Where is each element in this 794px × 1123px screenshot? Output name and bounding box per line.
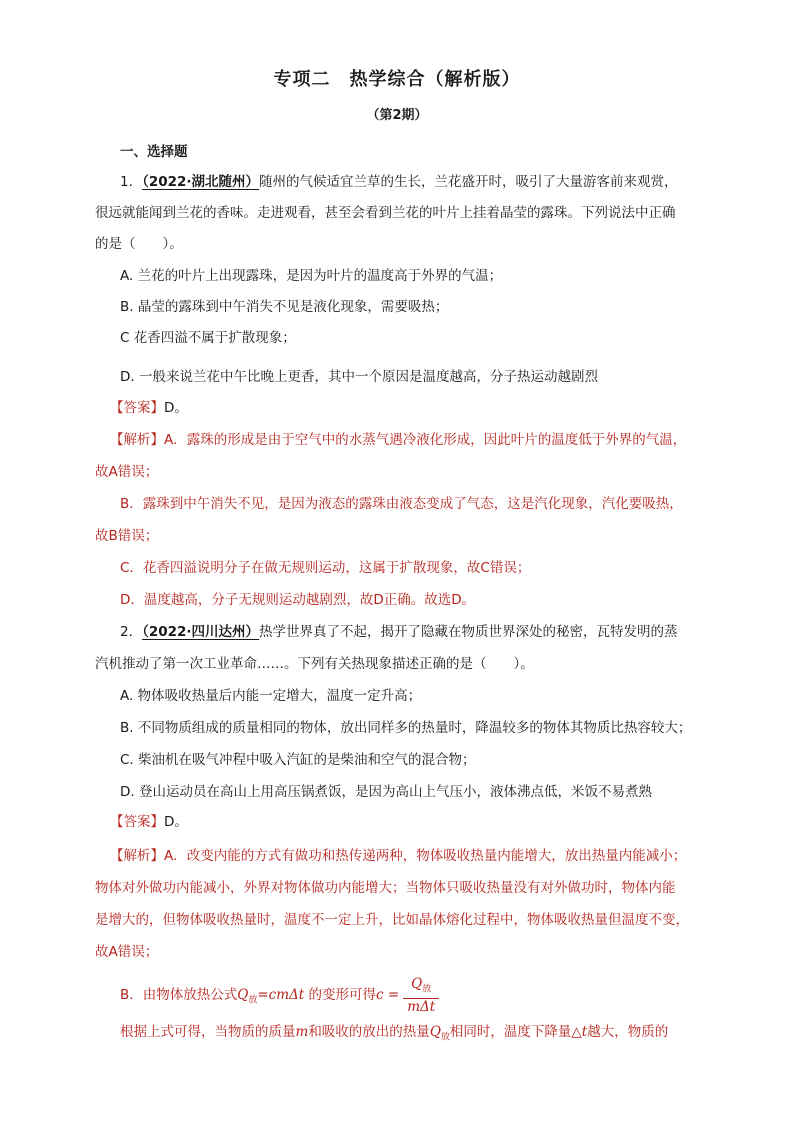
question-source: （2022·四川达州） — [142, 624, 260, 640]
analysis-text: 越大，物质的 — [587, 1024, 669, 1040]
answer-line — [110, 398, 188, 418]
section-heading: 一、选择题 — [120, 144, 188, 160]
answer-label: 【答案】 — [110, 814, 164, 830]
formula-rest: =cmΔt — [257, 986, 305, 1003]
analysis-label: 【解析】 — [110, 432, 164, 448]
numerator-q: Q — [411, 976, 423, 992]
question-1-stem — [120, 172, 678, 192]
option-b: B. 晶莹的露珠到中午消失不见是液化现象，需要吸热； — [120, 299, 449, 315]
question-2-stem — [120, 622, 678, 642]
numerator-subscript: 放 — [422, 984, 432, 995]
analysis-label: 【解析】 — [110, 848, 164, 864]
heat-formula — [237, 986, 305, 1006]
analysis-text: B．露珠到中午消失不见，是因为液态的露珠由液态变成了气态，这是汽化现象，汽化要吸热， — [120, 496, 683, 512]
answer-label: 【答案】 — [110, 400, 164, 416]
analysis-text: 故A错误； — [95, 464, 159, 480]
analysis-line — [110, 846, 686, 866]
analysis-text: 相同时，温度下降量△ — [449, 1024, 582, 1040]
analysis-line — [110, 430, 686, 450]
analysis-text: A．露珠的形成是由于空气中的水蒸气遇冷液化形成，因此叶片的温度低于外界的气温， — [164, 432, 687, 448]
question-number: 1． — [120, 174, 143, 190]
page-title: 专项二 热学综合（解析版） — [273, 69, 521, 90]
option-c: C 花香四溢不属于扩散现象； — [120, 330, 296, 346]
derived-formula — [376, 976, 439, 1015]
question-source: （2022·湖北随州） — [142, 174, 260, 190]
analysis-text: B．由物体放热公式 — [120, 986, 238, 1003]
fraction-denominator: mΔt — [407, 998, 436, 1015]
answer-value: D。 — [164, 400, 188, 416]
analysis-text: A．改变内能的方式有做功和热传递两种，物体吸收热量内能增大，放出热量内能减小； — [164, 848, 687, 864]
question-1-stem-line3: 的是（ ）。 — [95, 236, 183, 252]
issue-label: （第2期） — [366, 108, 428, 123]
analysis-text: 故B错误； — [95, 528, 159, 544]
formula-q: Q — [237, 986, 249, 1003]
var-m: m — [295, 1024, 309, 1040]
answer-value: D。 — [164, 814, 188, 830]
analysis-text: D．温度越高，分子无规则运动越剧烈，故D正确。故选D。 — [120, 592, 476, 608]
analysis-text: 的变形可得 — [304, 986, 377, 1003]
analysis-text: C．花香四溢说明分子在做无规则运动，这属于扩散现象，故C错误； — [120, 560, 531, 576]
answer-line — [110, 812, 188, 832]
option-b: B. 不同物质组成的质量相同的物体，放出同样多的热量时，降温较多的物体其物质比热容较大； — [120, 720, 692, 736]
q-subscript: 放 — [440, 1032, 450, 1043]
option-a: A. 物体吸收热量后内能一定增大，温度一定升高； — [120, 688, 422, 704]
question-1-stem-line2: 很远就能闻到兰花的香味。走进观看，甚至会看到兰花的叶片上挂着晶莹的露珠。下列说法中正确 — [95, 205, 676, 221]
option-d: D. 一般来说兰花中午比晚上更香，其中一个原因是温度越高，分子热运动越剧烈 — [120, 369, 598, 385]
question-text: 随州的气候适宜兰草的生长，兰花盛开时，吸引了大量游客前来观赏， — [259, 174, 678, 190]
fraction-numerator — [403, 976, 439, 999]
option-a: A. 兰花的叶片上出现露珠，是因为叶片的温度高于外界的气温； — [120, 268, 503, 284]
var-q — [429, 1024, 450, 1043]
analysis-text: 故A错误； — [95, 944, 159, 960]
fraction — [403, 976, 439, 1015]
analysis-text: 物体对外做功内能减小，外界对物体做功内能增大；当物体只吸收热量没有对外做功时，物体内能 — [95, 880, 676, 896]
analysis-text: 和吸收的放出的热量 — [308, 1024, 430, 1040]
formula-lhs: c = — [376, 986, 400, 1003]
option-c: C. 柴油机在吸气冲程中吸入汽缸的是柴油和空气的混合物； — [120, 752, 476, 768]
question-2-stem-line2: 汽机推动了第一次工业革命……。下列有关热现象描述正确的是（ ）。 — [95, 656, 534, 672]
analysis-text: 根据上式可得，当物质的质量 — [120, 1024, 296, 1040]
formula-line — [120, 976, 439, 1019]
q-symbol: Q — [429, 1024, 441, 1040]
analysis-text: 是增大的，但物体吸收热量时，温度不一定上升，比如晶体熔化过程中，物体吸收热量但温度不变， — [95, 912, 689, 928]
question-text: 热学世界真了不起，揭开了隐藏在物质世界深处的秘密，瓦特发明的蒸 — [259, 624, 678, 640]
option-d: D. 登山运动员在高山上用高压锅煮饭，是因为高山上气压小，液体沸点低，米饭不易煮熟 — [120, 784, 652, 800]
formula-subscript: 放 — [248, 995, 258, 1006]
question-number: 2． — [120, 624, 143, 640]
var-t: t — [581, 1024, 588, 1040]
analysis-line — [120, 1022, 668, 1048]
